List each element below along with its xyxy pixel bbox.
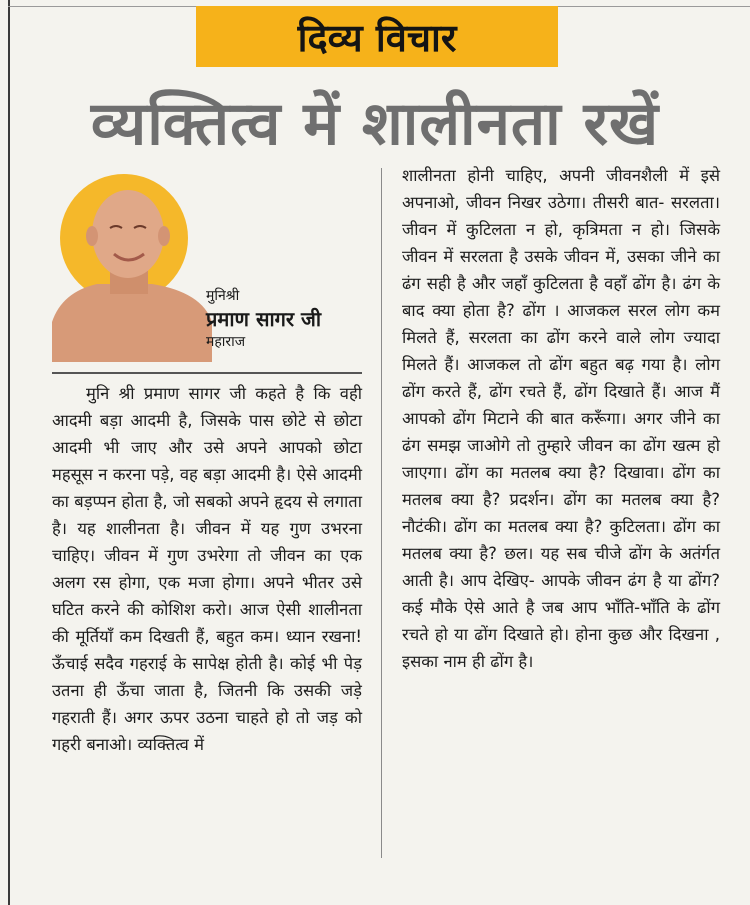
author-portrait <box>52 172 212 362</box>
portrait-ear-right <box>158 226 170 246</box>
article-text-right: शालीनता होनी चाहिए, अपनी जीवनशैली में इसे अपनाओ, जीवन निखर उठेगा। तीसरी बात- सरलता। जीवन में कुटिलता न हो, कृत्रिमता न हो। जिसके जीवन में सरलता है उसके जीवन में, उसका जीने का ढंग सही है और जहाँ कुटिलता है वहाँ ढोंग है। ढंग के बाद क्या होता है? ढोंग । आजकल सरल लोग कम मिलते हैं, सरलता का ढोंग करने वाले लोग ज्यादा मिलते हैं। आजकल तो ढोंग बहुत बढ़ गया है। लोग ढोंग करते हैं, ढोंग रचते हैं, ढोंग दिखाते हैं। आज मैं आपको ढोंग मिटाने की बात करूँगा। अगर जीने का ढंग समझ जाओगे तो तुम्हारे जीवन का ढोंग खत्म हो जाएगा। ढोंग का मतलब क्या है? दिखावा। ढोंग का मतलब क्या है? प्रदर्शन। ढोंग का मतलब क्या है? नौटंकी। ढोंग का मतलब क्या है? कुटिलता। ढोंग का मतलब क्या है? छल। यह सब चीजे ढोंग के अतंर्गत आती है। आप देखिए- आपके जीवन ढंग है या ढोंग? कई मौके ऐसे आते है जब आप भाँति-भाँति के ढोंग रचते हो या ढोंग दिखाते हो। होना कुछ और दिखना , इसका नाम ही ढोंग है। <box>402 166 720 671</box>
section-kicker: दिव्य विचार <box>196 6 558 67</box>
article-column-right <box>402 162 720 675</box>
portrait-ear-left <box>86 226 98 246</box>
portrait-head <box>92 190 164 278</box>
author-byline <box>206 285 356 354</box>
byline-suffix: महाराज <box>206 334 246 350</box>
portrait-shoulders <box>52 284 212 362</box>
article-column-left <box>52 372 362 758</box>
byline-name: प्रमाण सागर जी <box>206 307 322 331</box>
column-divider <box>381 168 382 858</box>
byline-prefix: मुनिश्री <box>206 288 240 304</box>
article-headline: व्यक्तित्व में शालीनता रखें <box>90 89 660 159</box>
article-text-left: मुनि श्री प्रमाण सागर जी कहते है कि वही आदमी बड़ा आदमी है, जिसके पास छोटे से छोटा आदमी भी जाए और उसे अपने आपको छोटा महसूस न करना पड़े, वह बड़ा आदमी है। ऐसे आदमी का बड़प्पन होता है, जो सबको अपने हृदय से लगाता है। यह शालीनता है। जीवन में यह गुण उभरना चाहिए। जीवन में गुण उभरेगा तो जीवन का एक अलग रस होगा, एक मजा होगा। अपने भीतर उसे घटित करने की कोशिश करो। आज ऐसी शालीनता की मूर्तियाँ कम दिखती हैं, बहुत कम। ध्यान रखना! ऊँचाई सदैव गहराई के सापेक्ष होती है। कोई भी पेड़ उतना ही ऊँचा जाता है, जितनी कि उसकी जड़े गहराती हैं। अगर ऊपर उठना चाहते हो तो जड़ को गहरी बनाओ। व्यक्तित्व में <box>52 384 362 754</box>
